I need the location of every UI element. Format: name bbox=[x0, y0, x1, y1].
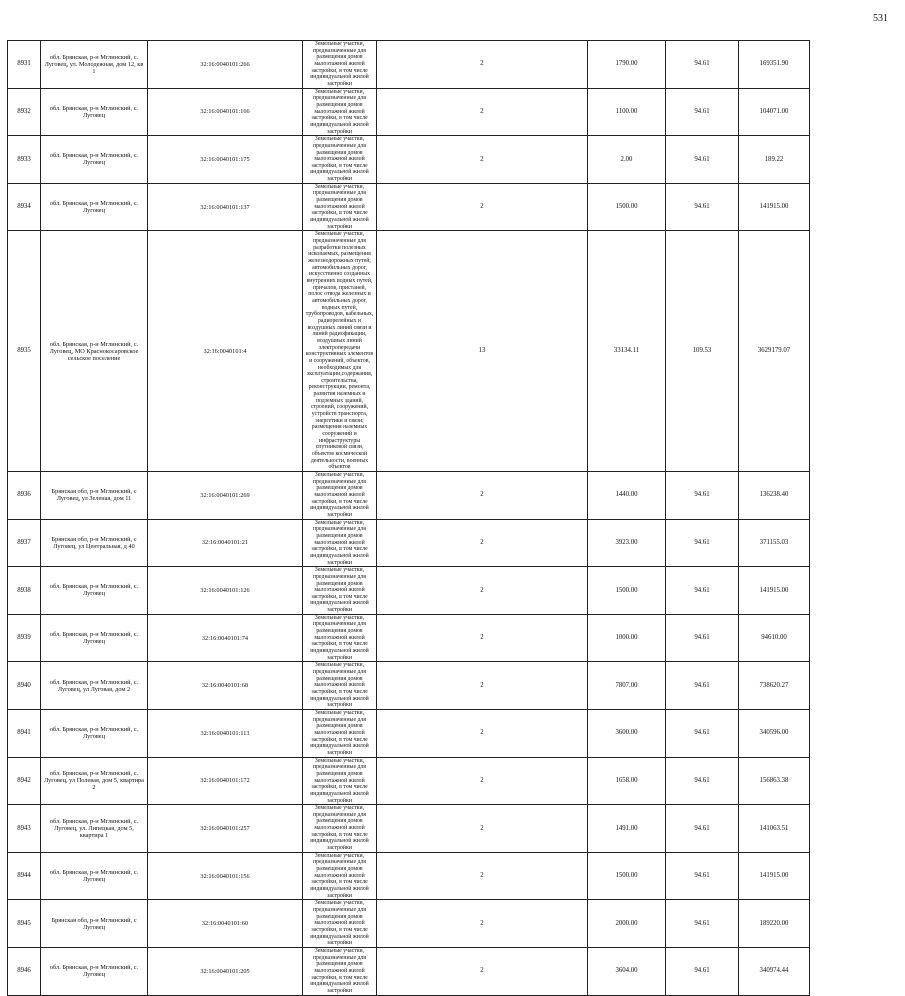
row-area: 1500.00 bbox=[588, 567, 666, 615]
table-row bbox=[8, 231, 888, 472]
row-address: обл. Брянская, р-н Мглинский, с. Луговец, ул. Молодежная, дом 12, кв 1 bbox=[41, 41, 148, 89]
row-cadastral-number: 32:16:0040101:175 bbox=[148, 136, 303, 184]
row-address: обл. Брянская, р-н Мглинский, с. Луговец bbox=[41, 88, 148, 136]
row-address: обл. Брянская, р-н Мглинский, с. Луговец bbox=[41, 947, 148, 995]
row-area: 1790.00 bbox=[588, 41, 666, 89]
row-cadastral-value: 141915.00 bbox=[739, 852, 810, 900]
row-cadastral-number: 32:16:0040101:60 bbox=[148, 900, 303, 948]
row-address: Брянская обл, р-н Мглинский, с Луговец, ул Центральная, д 40 bbox=[41, 519, 148, 567]
row-cadastral-number: 32:16:0040101:257 bbox=[148, 805, 303, 853]
row-id: 8946 bbox=[8, 947, 41, 995]
table-row bbox=[8, 852, 888, 900]
row-group: 2 bbox=[377, 709, 588, 757]
row-cadastral-value: 141915.00 bbox=[739, 567, 810, 615]
row-rate: 94.61 bbox=[666, 709, 739, 757]
row-cadastral-value: 371155.03 bbox=[739, 519, 810, 567]
row-cadastral-number: 32:16:0040101:137 bbox=[148, 183, 303, 231]
row-cadastral-value: 189220.00 bbox=[739, 900, 810, 948]
row-group: 2 bbox=[377, 852, 588, 900]
row-id: 8933 bbox=[8, 136, 41, 184]
row-cadastral-value: 136238.40 bbox=[739, 472, 810, 520]
row-cadastral-value: 3629179.07 bbox=[739, 231, 810, 472]
row-land-use: Земельные участки, предназначенные для размещения домов малоэтажной жилой застройки, в том числе индивидуальной жилой застройки bbox=[303, 472, 377, 520]
row-address: обл. Брянская, р-н Мглинский, с. Луговец bbox=[41, 567, 148, 615]
row-address: обл. Брянская, р-н Мглинский, с. Луговец bbox=[41, 709, 148, 757]
table-row bbox=[8, 136, 888, 184]
row-land-use: Земельные участки, предназначенные для размещения домов малоэтажной жилой застройки, в том числе индивидуальной жилой застройки bbox=[303, 567, 377, 615]
table-row bbox=[8, 472, 888, 520]
row-land-use: Земельные участки, предназначенные для размещения домов малоэтажной жилой застройки, в том числе индивидуальной жилой застройки bbox=[303, 852, 377, 900]
row-group: 2 bbox=[377, 472, 588, 520]
row-rate: 94.61 bbox=[666, 757, 739, 805]
row-id: 8937 bbox=[8, 519, 41, 567]
row-rate: 94.61 bbox=[666, 41, 739, 89]
row-area: 2.00 bbox=[588, 136, 666, 184]
row-land-use: Земельные участки, предназначенные для размещения домов малоэтажной жилой застройки, в том числе индивидуальной жилой застройки bbox=[303, 183, 377, 231]
row-cadastral-value: 189.22 bbox=[739, 136, 810, 184]
cadastral-value-table bbox=[7, 40, 888, 996]
row-rate: 94.61 bbox=[666, 947, 739, 995]
row-cadastral-value: 141063.51 bbox=[739, 805, 810, 853]
row-area: 1440.00 bbox=[588, 472, 666, 520]
row-area: 1500.00 bbox=[588, 183, 666, 231]
row-address: обл. Брянская, р-н Мглинский, с. Луговец bbox=[41, 852, 148, 900]
row-id: 8940 bbox=[8, 662, 41, 710]
row-id: 8941 bbox=[8, 709, 41, 757]
row-cadastral-number: 32:16:0040101:166 bbox=[148, 88, 303, 136]
table-row bbox=[8, 757, 888, 805]
row-group: 2 bbox=[377, 183, 588, 231]
row-id: 8945 bbox=[8, 900, 41, 948]
row-cadastral-number: 32:16:0040101:205 bbox=[148, 947, 303, 995]
row-group: 2 bbox=[377, 662, 588, 710]
row-cadastral-number: 32:16:0040101:4 bbox=[148, 231, 303, 472]
table-row bbox=[8, 183, 888, 231]
row-group: 2 bbox=[377, 41, 588, 89]
row-cadastral-number: 32:16:0040101:21 bbox=[148, 519, 303, 567]
row-area: 2000.00 bbox=[588, 900, 666, 948]
table-row bbox=[8, 900, 888, 948]
row-address: обл. Брянская, р-н Мглинский, с. Луговец bbox=[41, 136, 148, 184]
row-group: 13 bbox=[377, 231, 588, 472]
row-group: 2 bbox=[377, 614, 588, 662]
row-land-use: Земельные участки, предназначенные для размещения домов малоэтажной жилой застройки, в том числе индивидуальной жилой застройки bbox=[303, 662, 377, 710]
row-area: 1100.00 bbox=[588, 88, 666, 136]
row-cadastral-number: 32:16:0040101:113 bbox=[148, 709, 303, 757]
table-row bbox=[8, 614, 888, 662]
row-rate: 94.61 bbox=[666, 136, 739, 184]
row-group: 2 bbox=[377, 567, 588, 615]
row-address: обл. Брянская, р-н Мглинский, с. Луговец bbox=[41, 183, 148, 231]
table-row bbox=[8, 519, 888, 567]
row-area: 7807.00 bbox=[588, 662, 666, 710]
table-row bbox=[8, 947, 888, 995]
row-rate: 94.61 bbox=[666, 805, 739, 853]
table-row bbox=[8, 88, 888, 136]
row-group: 2 bbox=[377, 519, 588, 567]
row-rate: 94.61 bbox=[666, 519, 739, 567]
row-rate: 94.61 bbox=[666, 662, 739, 710]
row-land-use: Земельные участки, предназначенные для размещения домов малоэтажной жилой застройки, в том числе индивидуальной жилой застройки bbox=[303, 709, 377, 757]
row-land-use: Земельные участки, предназначенные для размещения домов малоэтажной жилой застройки, в том числе индивидуальной жилой застройки bbox=[303, 947, 377, 995]
table-row bbox=[8, 805, 888, 853]
row-cadastral-number: 32:16:0040101:156 bbox=[148, 852, 303, 900]
row-cadastral-number: 32:16:0040101:266 bbox=[148, 41, 303, 89]
row-area: 3604.00 bbox=[588, 947, 666, 995]
row-area: 1491.00 bbox=[588, 805, 666, 853]
row-group: 2 bbox=[377, 757, 588, 805]
row-address: Брянская обл, р-н Мглинский, с Луговец bbox=[41, 900, 148, 948]
row-group: 2 bbox=[377, 947, 588, 995]
row-address: обл. Брянская, р-н Мглинский, с. Луговец, ул Полевая, дом 5, квартира 2 bbox=[41, 757, 148, 805]
row-rate: 109.53 bbox=[666, 231, 739, 472]
row-land-use: Земельные участки, предназначенные для размещения домов малоэтажной жилой застройки, в том числе индивидуальной жилой застройки bbox=[303, 519, 377, 567]
row-land-use: Земельные участки, предназначенные для размещения домов малоэтажной жилой застройки, в том числе индивидуальной жилой застройки bbox=[303, 805, 377, 853]
row-rate: 94.61 bbox=[666, 88, 739, 136]
row-group: 2 bbox=[377, 136, 588, 184]
row-cadastral-value: 738620.27 bbox=[739, 662, 810, 710]
row-cadastral-value: 104071.00 bbox=[739, 88, 810, 136]
row-id: 8944 bbox=[8, 852, 41, 900]
row-land-use: Земельные участки, предназначенные для размещения домов малоэтажной жилой застройки, в том числе индивидуальной жилой застройки bbox=[303, 614, 377, 662]
row-cadastral-number: 32:16:0040101:126 bbox=[148, 567, 303, 615]
row-land-use: Земельные участки, предназначенные для размещения домов малоэтажной жилой застройки, в том числе индивидуальной жилой застройки bbox=[303, 41, 377, 89]
row-group: 2 bbox=[377, 88, 588, 136]
row-id: 8939 bbox=[8, 614, 41, 662]
table-row bbox=[8, 567, 888, 615]
row-address: обл. Брянская, р-н Мглинский, с. Луговец, МО Краснокосаровское сельское поселение bbox=[41, 231, 148, 472]
row-id: 8943 bbox=[8, 805, 41, 853]
row-cadastral-value: 94610.00 bbox=[739, 614, 810, 662]
row-cadastral-value: 141915.00 bbox=[739, 183, 810, 231]
row-land-use: Земельные участки, предназначенные для размещения домов малоэтажной жилой застройки, в том числе индивидуальной жилой застройки bbox=[303, 136, 377, 184]
page-number: 531 bbox=[873, 13, 888, 24]
row-group: 2 bbox=[377, 900, 588, 948]
row-id: 8935 bbox=[8, 231, 41, 472]
row-cadastral-value: 156863.38 bbox=[739, 757, 810, 805]
row-address: обл. Брянская, р-н Мглинский, с. Луговец, ул. Липецкая, дом 5, квартира 1 bbox=[41, 805, 148, 853]
row-id: 8938 bbox=[8, 567, 41, 615]
row-id: 8936 bbox=[8, 472, 41, 520]
table-row bbox=[8, 709, 888, 757]
row-cadastral-number: 32:16:0040101:68 bbox=[148, 662, 303, 710]
row-cadastral-number: 32:16:0040101:172 bbox=[148, 757, 303, 805]
row-cadastral-value: 340596.00 bbox=[739, 709, 810, 757]
row-area: 3600.00 bbox=[588, 709, 666, 757]
row-area: 1658.00 bbox=[588, 757, 666, 805]
row-rate: 94.61 bbox=[666, 900, 739, 948]
table-row bbox=[8, 662, 888, 710]
row-group: 2 bbox=[377, 805, 588, 853]
row-area: 1000.00 bbox=[588, 614, 666, 662]
row-cadastral-number: 32:16:0040101:269 bbox=[148, 472, 303, 520]
row-rate: 94.61 bbox=[666, 614, 739, 662]
row-id: 8931 bbox=[8, 41, 41, 89]
row-rate: 94.61 bbox=[666, 472, 739, 520]
row-cadastral-number: 32:16:0040101:74 bbox=[148, 614, 303, 662]
row-area: 33134.11 bbox=[588, 231, 666, 472]
row-area: 1500.00 bbox=[588, 852, 666, 900]
row-id: 8934 bbox=[8, 183, 41, 231]
row-rate: 94.61 bbox=[666, 852, 739, 900]
row-cadastral-value: 340974.44 bbox=[739, 947, 810, 995]
row-address: Брянская обл, р-н Мглинский, с Луговец, ул Зеленая, дом 11 bbox=[41, 472, 148, 520]
row-land-use: Земельные участки, предназначенные для размещения домов малоэтажной жилой застройки, в том числе индивидуальной жилой застройки bbox=[303, 900, 377, 948]
row-address: обл. Брянская, р-н Мглинский, с. Луговец, ул Луговая, дом 2 bbox=[41, 662, 148, 710]
row-rate: 94.61 bbox=[666, 567, 739, 615]
row-address: обл. Брянская, р-н Мглинский, с. Луговец bbox=[41, 614, 148, 662]
row-id: 8942 bbox=[8, 757, 41, 805]
row-cadastral-value: 169351.90 bbox=[739, 41, 810, 89]
row-rate: 94.61 bbox=[666, 183, 739, 231]
table-row bbox=[8, 41, 888, 89]
row-land-use: Земельные участки, предназначенные для размещения домов малоэтажной жилой застройки, в том числе индивидуальной жилой застройки bbox=[303, 88, 377, 136]
row-land-use: Земельные участки, предназначенные для разработки полезных ископаемых, размещения железнодорожных путей, автомобильных дорог, искусственно созданных внутренних водных путей, причалов, пристаней, полос отвода железных и автомобильных дорог, водных путей, трубопроводов, кабельных, радиорелейных и воздушных линий связи и линий радиофикации, воздушных линий электропередачи конструктивных элементов и сооружений, объектов, необходимых для эксплуатации,содержания, строительства, реконструкции, ремонта, развития наземных и подземных зданий, строений, сооружений, устройств транспорта, энергетики и связи; размещения наземных сооружений и инфраструктуры спутниковой связи, объектов космической деятельности, военных объектов bbox=[303, 231, 377, 472]
row-area: 3923.00 bbox=[588, 519, 666, 567]
row-id: 8932 bbox=[8, 88, 41, 136]
row-land-use: Земельные участки, предназначенные для размещения домов малоэтажной жилой застройки, в том числе индивидуальной жилой застройки bbox=[303, 757, 377, 805]
